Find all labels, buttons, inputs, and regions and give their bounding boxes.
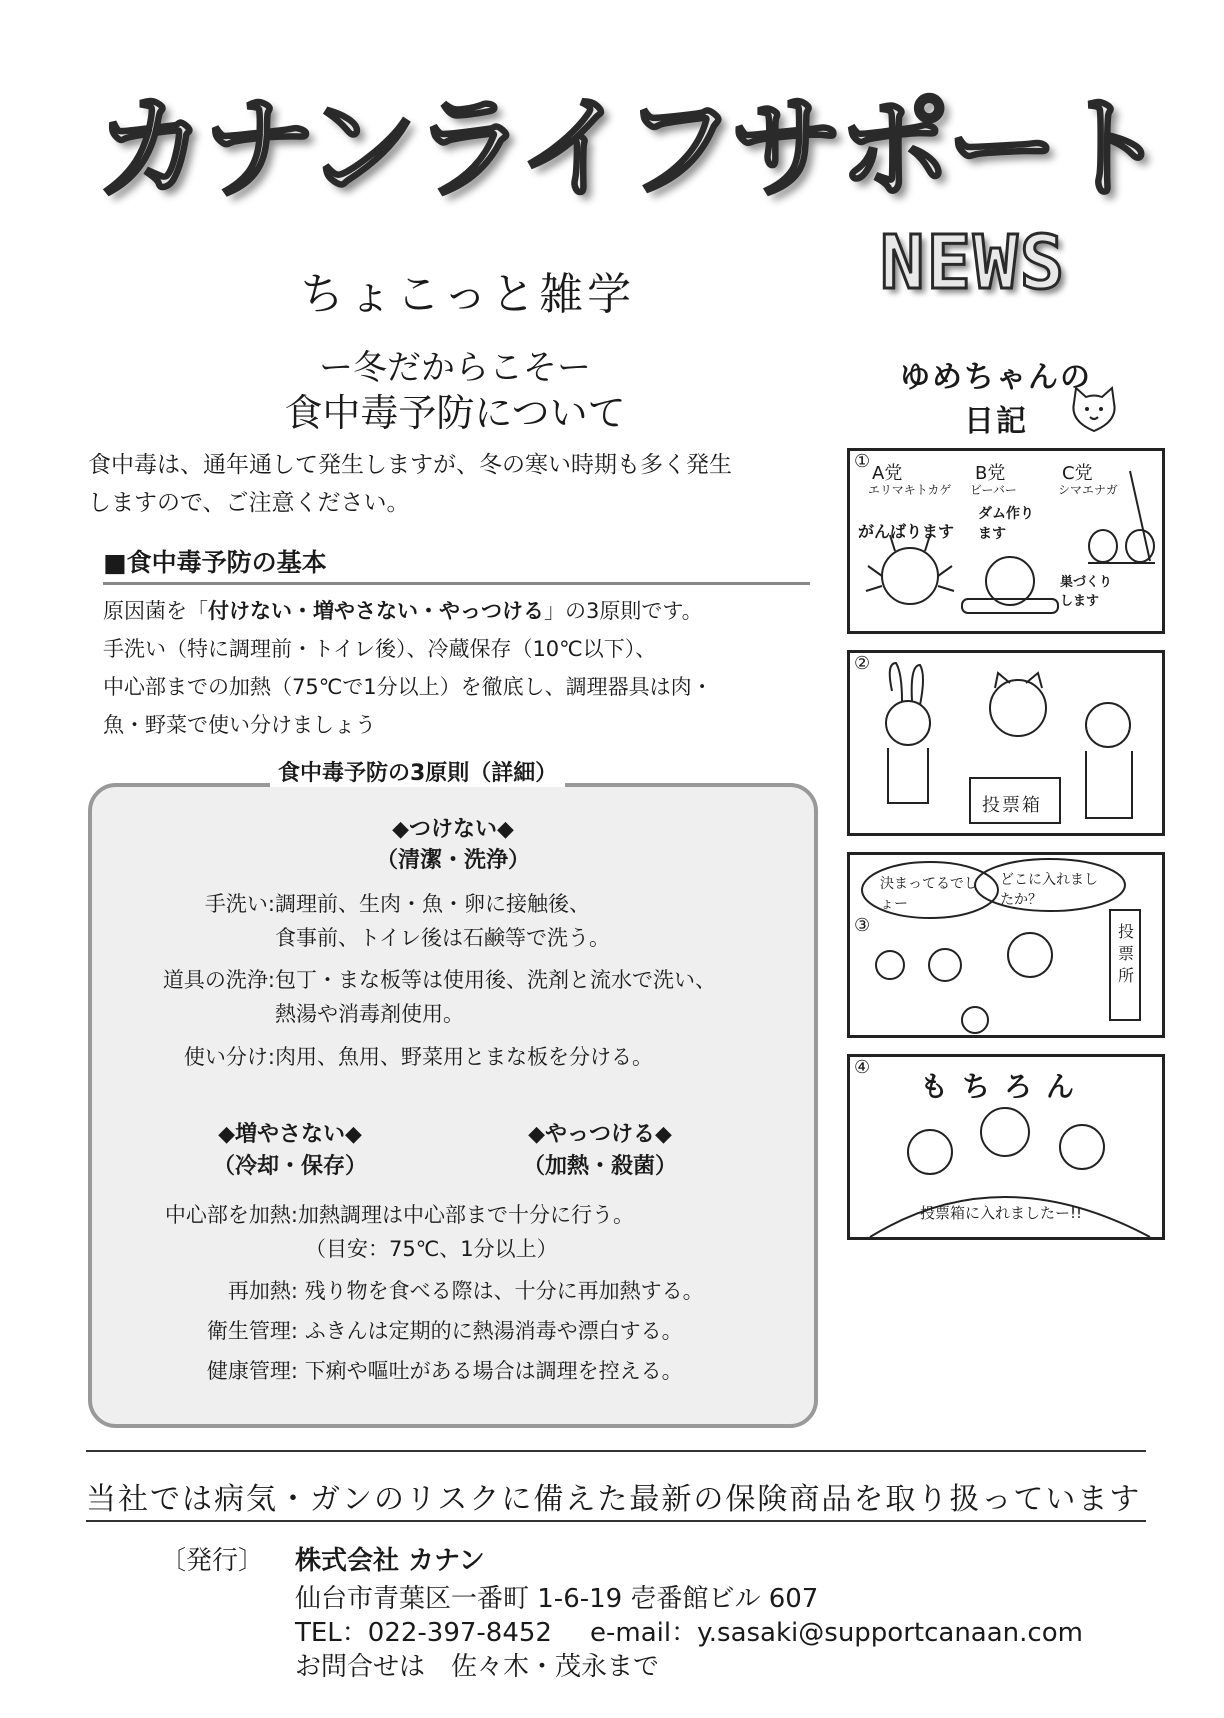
panel-1-speech-b: ダム作ります (978, 506, 1034, 542)
basics-line3: 中心部までの加熱（75℃で1分以上）を徹底し、調理器具は肉・ (103, 675, 713, 699)
basics-line1-pre: 原因菌を「 (103, 599, 208, 623)
basics-line1-post: 」の3原則です。 (544, 599, 703, 623)
saikanetsu-row (100, 1274, 820, 1308)
tearai-text-1: 調理前、生肉・魚・卵に接触後、 (275, 892, 590, 916)
panel-4-bottom-text: 投票箱に入れましたー!! (920, 1204, 1083, 1222)
article-title: 食中毒予防について (284, 391, 626, 435)
panel-3-polling-sign: 投票所 (1118, 922, 1135, 985)
dougu-label: 道具の洗浄: (162, 968, 275, 992)
comic-title (900, 356, 1092, 444)
basics-line2: 手洗い（特に調理前・トイレ後）、冷蔵保存（10℃以下）、 (103, 637, 657, 661)
section-label: ちょこっと雑学 (300, 269, 636, 320)
eisei-text: ふきんは定期的に熱湯消毒や漂白する。 (304, 1319, 683, 1343)
tsukenai-heading: ◆つけない◆ (392, 817, 514, 842)
panel-1-party-c: C党 (1062, 463, 1093, 484)
kanetsu-label: 中心部を加熱: (164, 1203, 298, 1227)
company-tel: TEL：022-397-8452 (295, 1618, 552, 1648)
basics-text (103, 592, 813, 744)
heading-divider (103, 582, 810, 585)
intro-line-1: 食中毒は、通年通して発生しますが、冬の寒い時期も多く発生 (88, 452, 732, 478)
tsukaiwake-row (100, 1040, 820, 1074)
comic-panel-2 (847, 650, 1165, 836)
saikanetsu-text: 残り物を食べる際は、十分に再加熱する。 (304, 1279, 704, 1303)
fuyasanai-subheading: （冷却・保存） (212, 1154, 367, 1179)
panel-3-number: ③ (854, 915, 871, 936)
panel-1-party-c-sub: シマエナガ (1058, 483, 1118, 497)
panel-2-ballot-box: 投票箱 (982, 795, 1042, 816)
yattsukeru-heading: ◆やっつける◆ (528, 1122, 672, 1147)
panel-1-party-a: A党 (872, 463, 903, 484)
eisei-row (100, 1314, 820, 1348)
tearai-text-2: 食事前、トイレ後は石鹸等で洗う。 (275, 926, 610, 950)
basics-heading: ■食中毒予防の基本 (103, 548, 327, 577)
saikanetsu-label: 再加熱: (227, 1279, 298, 1303)
kenko-row (100, 1354, 820, 1388)
tearai-row (100, 887, 820, 955)
panel-1-party-a-sub: エリマキトカゲ (868, 483, 952, 497)
comic-title-line1: ゆめちゃんの (900, 360, 1092, 395)
comic-title-line2: 日記 (964, 404, 1028, 439)
tsukaiwake-text: 肉用、魚用、野菜用とまな板を分ける。 (275, 1045, 653, 1069)
panel-3-bubble-2: どこに入れましたか？ (1000, 872, 1098, 908)
tsukenai-subheading: （清潔・洗浄） (375, 848, 530, 873)
cat-face-icon (1066, 385, 1122, 437)
tsukaiwake-label: 使い分け: (183, 1045, 275, 1069)
fuyasanai-heading: ◆増やさない◆ (218, 1122, 362, 1147)
dougu-text-2: 熱湯や消毒剤使用。 (275, 1002, 464, 1026)
comic-panel-4 (847, 1054, 1165, 1240)
three-principles: 付けない・増やさない・やっつける (208, 599, 544, 623)
panel-1-party-b-sub: ビーバー (970, 483, 1017, 497)
panel-1-speech-c: 巣づくりします (1060, 575, 1113, 609)
comic-panel-3 (847, 852, 1165, 1038)
basics-line4: 魚・野菜で使い分けましょう (103, 713, 376, 737)
panel-4-top-text: もちろん (920, 1070, 1089, 1103)
contact-persons: お問合せは 佐々木・茂永まで (295, 1652, 660, 1682)
kanetsu-row (100, 1198, 820, 1266)
kenko-text: 下痢や嘔吐がある場合は調理を控える。 (304, 1359, 683, 1383)
dougu-text-1: 包丁・まな板等は使用後、洗剤と流水で洗い、 (275, 968, 716, 992)
comic-panel-1 (847, 448, 1165, 634)
company-email[interactable]: e-mail：y.sasaki@supportcanaan.com (590, 1618, 1083, 1648)
dougu-row (100, 963, 820, 1031)
kanetsu-text-2: （目安：75℃、1分以上） (305, 1237, 558, 1261)
panel-4-number: ④ (854, 1057, 871, 1078)
masthead-title: カナンライフサポート (95, 84, 1163, 214)
panel-1-number: ① (854, 451, 871, 472)
masthead-news: NEWS (880, 220, 1067, 306)
footer-top-rule (86, 1450, 1146, 1452)
panel-1-party-b: B党 (975, 463, 1006, 484)
company-name: 株式会社 カナン (295, 1546, 485, 1576)
footer-bottom-rule (86, 1520, 1146, 1522)
yattsukeru-subheading: （加熱・殺菌） (522, 1154, 677, 1179)
panel-1-speech-a: がんばります (858, 522, 955, 541)
panel-3-bubble-1: 決まってるでしょー (880, 876, 978, 912)
eisei-label: 衛生管理: (206, 1319, 298, 1343)
publisher-label: 〔発行〕 (160, 1546, 265, 1576)
panel-2-number: ② (854, 653, 871, 674)
kanetsu-text-1: 加熱調理は中心部まで十分に行う。 (298, 1203, 634, 1227)
kenko-label: 健康管理: (206, 1359, 298, 1383)
company-address: 仙台市青葉区一番町 1-6-19 壱番館ビル 607 (295, 1584, 819, 1614)
tearai-label: 手洗い: (204, 892, 275, 916)
article-subtitle-line1: ー冬だからこそー (319, 348, 591, 388)
intro-line-2: しますので、ご注意ください。 (88, 490, 410, 516)
details-box-title: 食中毒予防の3原則（詳細） (270, 756, 565, 787)
insurance-notice: 当社では病気・ガンのリスクに備えた最新の保険商品を取り扱っています (86, 1482, 1142, 1517)
